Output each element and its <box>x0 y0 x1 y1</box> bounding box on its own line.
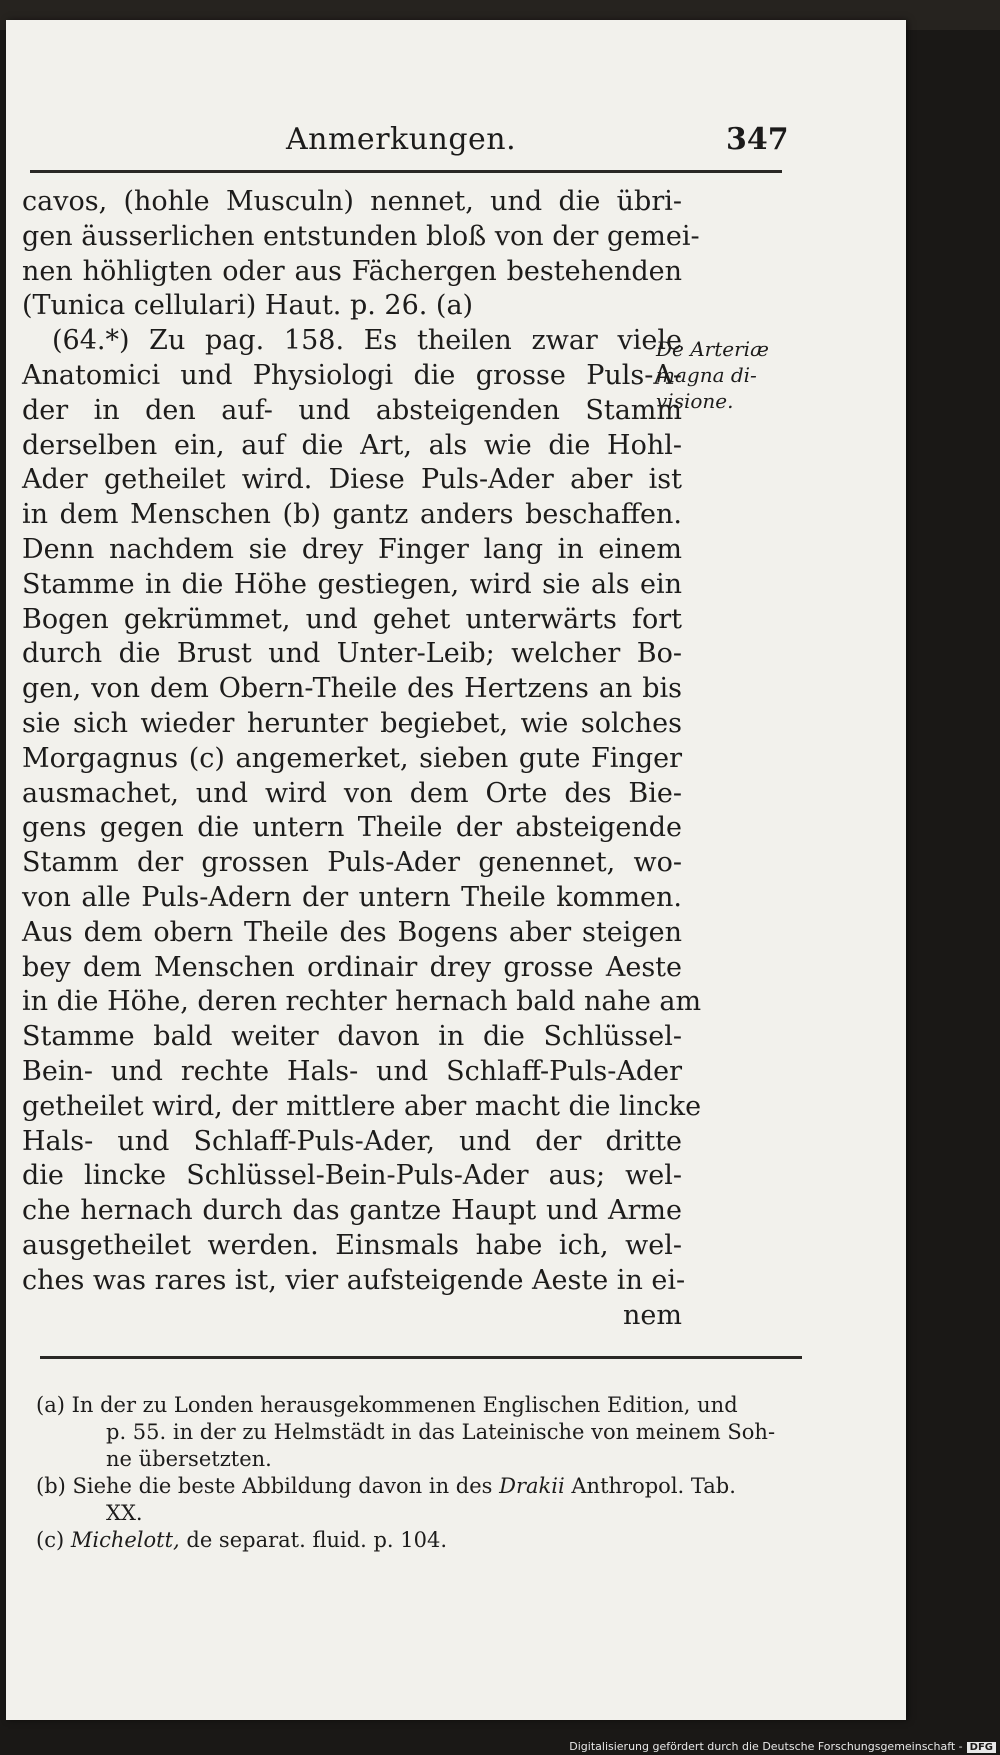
footnote-line: p. 55. in der zu Helmstädt in das Lateinische von meinem Soh- <box>106 1420 776 1444</box>
footnote-line: Anthropol. Tab. <box>571 1474 736 1498</box>
digitization-credit <box>569 1740 996 1753</box>
text-line: in dem Menschen (b) gantz anders beschaffen. <box>22 499 682 531</box>
margin-note-line: magna di- <box>656 363 757 387</box>
text-line: ausmachet, und wird von dem Orte des Bie- <box>22 777 682 809</box>
text-line: che hernach durch das gantze Haupt und Arme <box>22 1195 682 1227</box>
text-line: Ader getheilet wird. Diese Puls-Ader aber ist <box>22 464 682 496</box>
text-line: Bogen gekrümmet, und gehet unterwärts fort <box>22 603 682 635</box>
footnote-line: XX. <box>106 1501 143 1525</box>
text-line: gens gegen die untern Theile der absteigende <box>22 812 682 844</box>
text-line: durch die Brust und Unter-Leib; welcher Bo- <box>22 638 682 670</box>
text-line: gen, von dem Obern-Theile des Hertzens an bis <box>22 673 682 705</box>
footnote-author: Drakii <box>499 1474 565 1498</box>
footnote-label: (c) <box>36 1528 65 1552</box>
credit-text: Digitalisierung gefördert durch die Deutsche Forschungsgemeinschaft - <box>569 1740 963 1753</box>
text-line: Aus dem obern Theile des Bogens aber steigen <box>22 916 682 948</box>
footnote-b <box>36 1473 826 1527</box>
text-line: getheilet wird, der mittlere aber macht die lincke <box>22 1090 702 1122</box>
margin-note <box>656 336 796 414</box>
running-head: Anmerkungen. <box>286 122 517 157</box>
footnote-line: (b) Siehe die beste Abbildung davon in des <box>36 1474 493 1498</box>
text-line: derselben ein, auf die Art, als wie die Hohl- <box>22 429 682 461</box>
text-line: cavos, (hohle Musculn) nennet, und die übri- <box>22 186 682 217</box>
text-line: sie sich wieder herunter begiebet, wie solches <box>22 707 682 739</box>
text-line: Stamme in die Höhe gestiegen, wird sie als ein <box>22 568 682 600</box>
text-line: in die Höhe, deren rechter hernach bald nahe am <box>22 986 702 1018</box>
footnote-a <box>36 1392 826 1473</box>
text-line: ches was rares ist, vier aufsteigende Aeste in ei- <box>22 1264 686 1296</box>
page-number: 347 <box>726 122 789 157</box>
footnote-rule <box>40 1356 802 1359</box>
book-page <box>6 20 906 1720</box>
footnote-line: ne übersetzten. <box>106 1447 272 1471</box>
text-line: (Tunica cellulari) Haut. p. 26. (a) <box>22 290 474 322</box>
text-line: von alle Puls-Adern der untern Theile kommen. <box>22 881 682 913</box>
header-rule <box>30 170 782 173</box>
text-line: gen äusserlichen entstunden bloß von der gemei- <box>22 220 700 252</box>
text-line: der in den auf- und absteigenden Stamm <box>22 394 682 426</box>
footnotes <box>36 1392 826 1554</box>
page-content <box>6 20 906 1720</box>
text-line: Bein- und rechte Hals- und Schlaff-Puls-Ader <box>22 1055 682 1087</box>
text-line: (64.*) Zu pag. 158. Es theilen zwar viele <box>52 325 682 357</box>
margin-note-line: visione. <box>656 389 734 413</box>
dfg-logo: DFG <box>967 1742 996 1753</box>
text-line: nen höhligten oder aus Fächergen bestehenden <box>22 255 682 287</box>
text-line: Anatomici und Physiologi die grosse Puls-A- <box>22 359 682 391</box>
text-line: Hals- und Schlaff-Puls-Ader, und der dritte <box>22 1125 682 1157</box>
text-line: Stamm der grossen Puls-Ader genennet, wo- <box>22 847 682 879</box>
catchword: nem <box>623 1299 682 1331</box>
text-line: Stamme bald weiter davon in die Schlüssel- <box>22 1021 682 1053</box>
footnote-line: (a) In der zu Londen herausgekommenen Englischen Edition, und <box>36 1393 738 1417</box>
text-line: Denn nachdem sie drey Finger lang in einem <box>22 533 682 565</box>
text-line: Morgagnus (c) angemerket, sieben gute Finger <box>22 742 682 774</box>
footnote-c <box>36 1527 826 1554</box>
text-line: ausgetheilet werden. Einsmals habe ich, wel- <box>22 1229 682 1261</box>
footnote-line: de separat. fluid. p. 104. <box>186 1528 448 1552</box>
margin-note-line: De Arteriæ <box>656 337 769 361</box>
footnote-author: Michelott, <box>70 1528 180 1552</box>
text-line: bey dem Menschen ordinair drey grosse Aeste <box>22 951 682 983</box>
text-line: die lincke Schlüssel-Bein-Puls-Ader aus; wel- <box>22 1160 682 1192</box>
